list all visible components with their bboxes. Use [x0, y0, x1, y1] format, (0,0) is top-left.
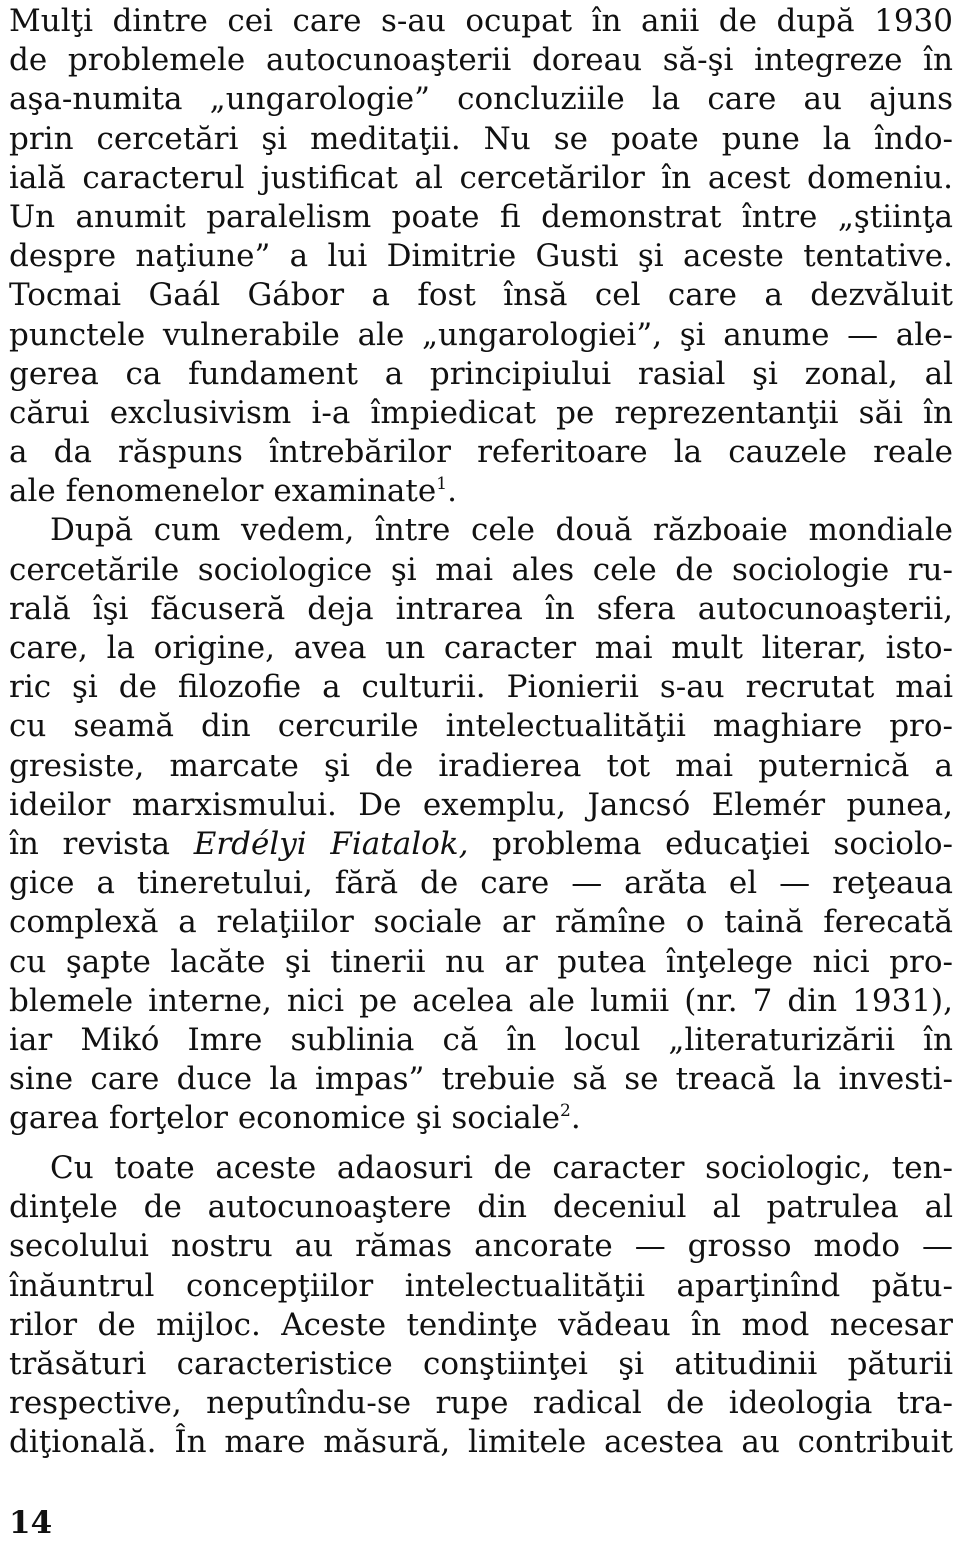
text-line: ideilor marxismului. De exemplu, Jancsó Elemér punea,	[9, 786, 953, 823]
text-line: gresiste, marcate şi de iradierea tot mai puternică a	[9, 747, 953, 784]
text-line: cărui exclusivism i-a împiedicat pe reprezentanţii săi în	[9, 394, 953, 431]
text-line: care, la origine, avea un caracter mai mult literar, isto-	[9, 630, 953, 666]
page-number: 14	[9, 1505, 53, 1541]
text-line: respective, neputîndu-se rupe radical de ideologia tra-	[9, 1385, 953, 1422]
text-line: înăuntrul concepţiilor intelectualităţii aparţinînd pătu-	[9, 1267, 953, 1304]
journal-title: Erdélyi Fiatalok,	[193, 825, 469, 862]
text-line: prin cercetări şi meditaţii. Nu se poate pune la îndo-	[9, 120, 953, 157]
text-line: iar Mikó Imre sublinia că în locul „literaturizării în	[9, 1021, 953, 1058]
text-line	[9, 472, 953, 511]
text-line: diţională. În mare măsură, limitele acestea au contribuit	[9, 1424, 953, 1461]
text-line: aşa-numita „ungarologie” concluziile la care au ajuns	[9, 81, 953, 118]
text-line: gerea ca fundament a principiului rasial şi zonal, al	[9, 355, 953, 392]
text-line	[9, 1099, 953, 1138]
text-line: Cu toate aceste adaosuri de caracter sociologic, ten-	[50, 1150, 953, 1186]
footnote-ref-1[interactable]: 1	[436, 474, 448, 495]
text-line: rilor de mijloc. Aceste tendinţe vădeau în mod necesar	[9, 1306, 953, 1343]
text-segment: în revista	[9, 825, 171, 862]
text-line: Tocmai Gaál Gábor a fost însă cel care a dezvăluit	[9, 277, 953, 314]
body-text-top	[9, 2, 953, 1138]
text-line: punctele vulnerabile ale „ungarologiei”, şi anume — ale-	[9, 316, 953, 353]
text-line: După cum vedem, între cele două războaie mondiale	[50, 512, 953, 549]
text-line: rală îşi făcuseră deja intrarea în sfera autocunoaşterii,	[9, 590, 953, 627]
text-line	[9, 825, 953, 864]
text-line: ric şi de filozofie a culturii. Pionierii s-au recrutat mai	[9, 669, 953, 706]
text-line: ială caracterul justificat al cercetărilor în acest domeniu.	[9, 159, 953, 196]
text-line: Mulţi dintre cei care s-au ocupat în anii de după 1930	[9, 3, 953, 39]
text-line: cercetările sociologice şi mai ales cele de sociologie ru-	[9, 551, 953, 588]
text-line: blemele interne, nici pe acelea ale lumii (nr. 7 din 1931),	[9, 982, 953, 1019]
text-segment: ale fenomenelor examinate	[9, 473, 437, 510]
text-line: cu şapte lacăte şi tinerii nu ar putea înţelege nici pro-	[9, 943, 953, 980]
text-line: gice a tineretului, fără de care — arăta el — reţeaua	[9, 865, 953, 902]
text-segment: .	[570, 1100, 581, 1137]
body-text-bottom	[9, 1149, 953, 1463]
text-line: complexă a relaţiilor sociale ar rămîne o taină ferecată	[9, 904, 953, 941]
text-line: a da răspuns întrebărilor referitoare la cauzele reale	[9, 434, 953, 471]
text-line: Un anumit paralelism poate fi demonstrat între „ştiinţa	[9, 198, 953, 235]
text-line: dinţele de autocunoaştere din deceniul al patrulea al	[9, 1189, 953, 1226]
text-line: trăsături caracteristice conştiinţei şi atitudinii păturii	[9, 1345, 953, 1382]
text-line: despre naţiune” a lui Dimitrie Gusti şi aceste tentative.	[9, 238, 953, 275]
text-line: cu seamă din cercurile intelectualităţii maghiare pro-	[9, 708, 953, 745]
footnote-ref-2[interactable]: 2	[559, 1101, 571, 1122]
text-line: sine care duce la impas” trebuie să se treacă la investi-	[9, 1061, 953, 1098]
text-segment: problema educaţiei sociolo-	[492, 825, 953, 862]
text-line: secolului nostru au rămas ancorate — grosso modo —	[9, 1228, 953, 1265]
text-line: de problemele autocunoaşterii doreau să-şi integreze în	[9, 42, 953, 79]
text-segment: garea forţelor economice şi sociale	[9, 1100, 560, 1137]
text-segment: .	[447, 473, 457, 510]
